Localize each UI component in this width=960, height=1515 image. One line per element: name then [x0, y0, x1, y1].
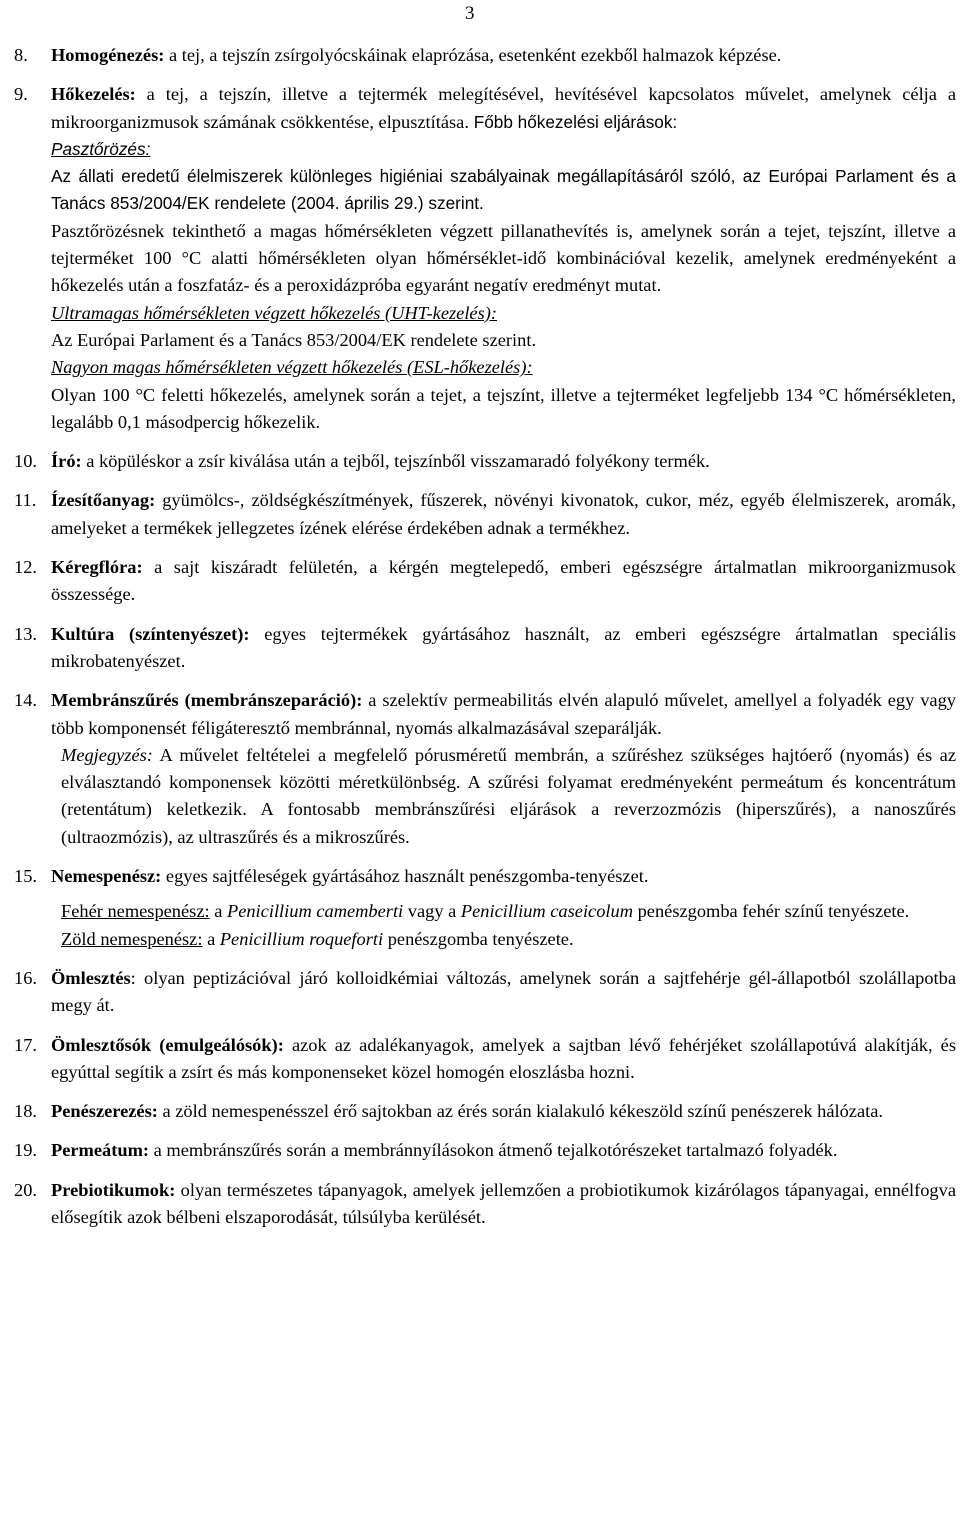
- definition-text: a tej, a tejszín zsírgolyócskáinak elaprózása, esetenként ezekből halmazok képzése.: [164, 45, 782, 65]
- esl-paragraph: Olyan 100 °C feletti hőkezelés, amelynek során a tejet, a tejszínt, illetve a tejterméket legfeljebb 134 °C hőmérsékleten, legalább 0,1 másodpercig hőkezelik.: [51, 384, 956, 432]
- definition-text: azok az adalékanyagok, amelyek a sajtban lévő fehérjéket szolállapotúvá alakítják, és egyúttal segítik a zsírt és más komponenseket közel homogén eloszlásba hozni.: [51, 1034, 956, 1082]
- definition-item-14: [14, 687, 956, 851]
- esl-heading: Nagyon magas hőmérsékleten végzett hőkezelés (ESL-hőkezelés):: [51, 357, 533, 378]
- term: Ízesítőanyag:: [51, 490, 156, 511]
- term: Membránszűrés (membránszeparáció):: [51, 690, 363, 711]
- item-number: 8.: [14, 45, 28, 65]
- definition-text: a sajt kiszáradt felületén, a kérgén megtelepedő, emberi egészségre ártalmatlan mikroorganizmusok összessége.: [51, 557, 956, 605]
- green-mold-heading: Zöld nemespenész:: [61, 928, 203, 949]
- definition-text: a zöld nemespenésszel érő sajtokban az érés során kialakuló kékeszöld színű penészerek hálózata.: [157, 1101, 883, 1122]
- definition-text: gyümölcs-, zöldségkészítmények, fűszerek, növényi kivonatok, cukor, méz, egyéb élelmiszerek, aromák, amelyeket a termékek jellegzetes ízének elérése érdekében adnak a termékhez.: [51, 490, 956, 538]
- definition-item-17: [14, 1032, 956, 1087]
- species-roqueforti: Penicillium roqueforti: [219, 928, 384, 949]
- term: Homogénezés:: [51, 45, 165, 65]
- white-mold-text-2: vagy a: [403, 901, 461, 922]
- item-number: 10.: [14, 451, 37, 472]
- term: Penészerezés:: [51, 1101, 158, 1122]
- item-number: 9.: [14, 84, 28, 105]
- item-number: 12.: [14, 557, 37, 578]
- term: Kultúra (színtenyészet):: [51, 623, 250, 644]
- definition-item-16: [14, 965, 956, 1020]
- white-mold-text: a: [209, 901, 227, 922]
- term: Ömlesztés: [51, 967, 131, 988]
- definition-text-methods: Főbb hőkezelési eljárások:: [468, 111, 678, 132]
- term: Ömlesztősók (emulgeálósók):: [51, 1034, 284, 1055]
- definitions-list: [14, 42, 956, 1243]
- item-number: 17.: [14, 1034, 37, 1055]
- definition-item-15: [14, 863, 956, 953]
- definition-text: a köpüléskor a zsír kiválása után a tejből, tejszínből visszamaradó folyékony termék.: [81, 451, 710, 472]
- item-number: 16.: [14, 967, 37, 988]
- page-number: 3: [465, 3, 475, 24]
- term: Hőkezelés:: [51, 84, 136, 105]
- definition-text: a tej, a tejszín, illetve a tejtermék melegítésével, hevítésével kapcsolatos művelet, amelynek célja a mikroorganizmusok számának csökkentése, elpusztítása.: [51, 84, 956, 132]
- term: Író:: [51, 451, 82, 472]
- term: Permeátum:: [51, 1140, 150, 1161]
- item-number: 14.: [14, 690, 37, 711]
- item-number: 13.: [14, 623, 37, 644]
- green-mold-text-2: penészgomba tenyészete.: [383, 928, 574, 949]
- term: Prebiotikumok:: [51, 1179, 176, 1200]
- term: Kéregflóra:: [51, 557, 143, 578]
- uht-paragraph: Az Európai Parlament és a Tanács 853/2004/EK rendelete szerint.: [51, 329, 537, 350]
- pasteurization-paragraph-2: Pasztőrözésnek tekinthető a magas hőmérsékleten végzett pillanathevítés is, amelynek során a tejet, tejszínt, illetve a tejterméket 100 °C alatti hőmérsékleten olyan hőmérséklet-idő kombinációval kezelik, amelynek eredményeként a hőkezelés után a foszfatáz- és a peroxidázpróba egyaránt negatív eredményt mutat.: [51, 220, 956, 296]
- item-number: 19.: [14, 1140, 37, 1161]
- species-caseicolum: Penicillium caseicolum: [460, 901, 633, 922]
- white-mold-text-3: penészgomba fehér színű tenyészete.: [633, 901, 910, 922]
- definition-text: egyes sajtféleségek gyártásához használt penészgomba-tenyészet.: [161, 866, 649, 887]
- definition-item-13: [14, 621, 956, 676]
- pasteurization-heading: Pasztőrözés:: [51, 138, 151, 159]
- note-heading: Megjegyzés:: [61, 744, 153, 765]
- white-mold-heading: Fehér nemespenész:: [61, 901, 210, 922]
- definition-item-9: [14, 81, 956, 436]
- definition-text: a szelektív permeabilitás elvén alapuló művelet, amellyel a folyadék egy vagy több komponensét féligáteresztő membránnal, nyomás alkalmazásával szeparálják.: [51, 690, 956, 738]
- definition-text: : olyan peptizációval járó kolloidkémiai változás, amelynek során a sajtfehérje gél-állapotból szolállapotba megy át.: [51, 967, 956, 1016]
- note-text: A művelet feltételei a megfelelő pórusméretű membrán, a szűréshez szükséges hajtóerő (nyomás) és az elválasztandó komponensek közötti méretkülönbség. A szűrési folyamat eredményeként permeátum és koncentrátum (retentátum) keletkezik. A fontosabb membránszűrési eljárások a reverzozmózis (hiperszűrés), a nanoszűrés (ultraozmózis), az ultraszűrés és a mikroszűrés.: [61, 744, 956, 847]
- uht-heading: Ultramagas hőmérsékleten végzett hőkezelés (UHT-kezelés):: [51, 302, 497, 323]
- definition-item-19: [14, 1137, 956, 1164]
- species-camemberti: Penicillium camemberti: [226, 901, 404, 922]
- pasteurization-paragraph-1: Az állati eredetű élelmiszerek különleges higiéniai szabályainak megállapításáról szóló, az Európai Parlament és a Tanács 853/2004/EK rendelete (2004. április 29.) szerint.: [51, 166, 956, 214]
- definition-text: egyes tejtermékek gyártásához használt, az emberi egészségre ártalmatlan speciális mikrobatenyészet.: [51, 623, 956, 671]
- definition-item-10: [14, 448, 956, 475]
- definition-item-18: [14, 1098, 956, 1125]
- item-number: 18.: [14, 1101, 37, 1122]
- term: Nemespenész:: [51, 866, 162, 887]
- item-number: 15.: [14, 866, 37, 887]
- definition-item-12: [14, 554, 956, 609]
- definition-item-11: [14, 487, 956, 542]
- definition-item-20: [14, 1177, 956, 1232]
- item-number: 20.: [14, 1179, 37, 1200]
- definition-item-8: [14, 42, 956, 69]
- green-mold-text: a: [202, 928, 220, 949]
- definition-text: olyan természetes tápanyagok, amelyek jellemzően a probiotikumok kizárólagos tápanyagai, ennélfogva elősegítik azok bélbeni elszaporodását, túlsúlyba kerülését.: [51, 1179, 956, 1227]
- definition-text: a membránszűrés során a membránnyílásokon átmenő tejalkotórészeket tartalmazó folyadék.: [149, 1140, 838, 1161]
- item-number: 11.: [14, 490, 37, 511]
